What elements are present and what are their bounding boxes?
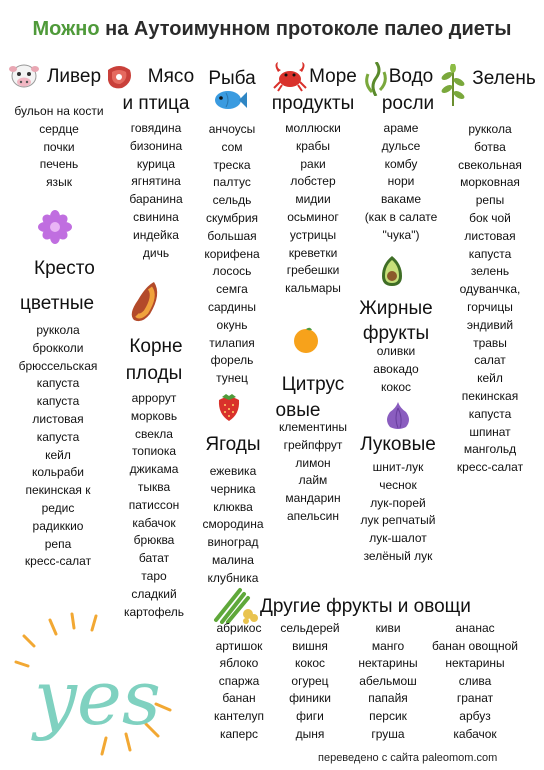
list-item: капуста bbox=[36, 394, 80, 409]
avocado-icon bbox=[378, 254, 406, 288]
list-item: патиссон bbox=[128, 497, 180, 512]
list-item: одуванчка, bbox=[459, 282, 521, 297]
list-item: репы bbox=[475, 193, 505, 208]
list-item: морковная bbox=[460, 175, 520, 190]
list-item: корифена bbox=[204, 246, 260, 261]
list-item: кольраби bbox=[32, 465, 84, 480]
page-title bbox=[0, 18, 544, 41]
list-item: крабы bbox=[295, 138, 331, 153]
list-item: груша bbox=[371, 726, 405, 741]
orange-icon bbox=[292, 326, 320, 354]
list-item: апельсин bbox=[286, 508, 340, 523]
list-item: картофель bbox=[123, 604, 185, 619]
section-seafood bbox=[268, 64, 358, 298]
list-item: яблоко bbox=[219, 656, 259, 671]
list-item: грейпфрут bbox=[283, 437, 343, 452]
list-item: палтус bbox=[213, 175, 251, 190]
list-item: лимон bbox=[295, 455, 331, 470]
list-item: раки bbox=[300, 156, 326, 171]
section-heading: продукты bbox=[271, 93, 355, 114]
section-heading: Зелень bbox=[472, 68, 536, 89]
list-item: кресс-салат bbox=[24, 554, 92, 569]
list-item: вишня bbox=[292, 638, 328, 653]
list-item: язык bbox=[46, 175, 72, 190]
item-list bbox=[268, 419, 358, 526]
list-item: индейка bbox=[133, 227, 179, 242]
list-item: банан bbox=[222, 691, 256, 706]
list-item: оливки bbox=[376, 344, 416, 358]
list-item: абрикос bbox=[216, 621, 262, 635]
item-list bbox=[104, 390, 204, 621]
item-list bbox=[350, 343, 442, 396]
section-heading: и птица bbox=[122, 93, 190, 114]
list-item: кейл bbox=[45, 447, 71, 462]
list-item: руккола bbox=[36, 323, 80, 337]
list-item: кальмары bbox=[285, 281, 341, 296]
list-item: радиккио bbox=[32, 518, 84, 533]
list-item: кабачок bbox=[132, 515, 176, 530]
list-item: скумбрия bbox=[205, 210, 259, 225]
list-item: брокколи bbox=[32, 340, 84, 355]
list-item: нори bbox=[387, 174, 415, 189]
list-item: капуста bbox=[36, 429, 80, 444]
list-item: гранат bbox=[456, 691, 494, 706]
section-alliums bbox=[350, 432, 446, 566]
list-item: топиока bbox=[131, 444, 177, 459]
section-berries bbox=[194, 432, 272, 588]
list-item: гребешки bbox=[286, 263, 340, 278]
other-col-4 bbox=[426, 620, 524, 743]
title-rest: на Аутоимунном протоколе палео диеты bbox=[99, 18, 512, 40]
list-item: курица bbox=[136, 156, 176, 171]
item-list bbox=[194, 121, 270, 388]
list-item: кабачок bbox=[453, 726, 497, 741]
list-item: персик bbox=[369, 708, 407, 723]
list-item: эндивий bbox=[466, 317, 514, 332]
section-citrus bbox=[268, 372, 358, 526]
list-item: джикама bbox=[129, 462, 179, 477]
section-heading: цветные bbox=[20, 293, 95, 314]
list-item: капуста bbox=[468, 246, 512, 261]
list-item: каперс bbox=[219, 726, 259, 741]
list-item: лосось bbox=[212, 264, 252, 279]
list-item: брюква bbox=[133, 533, 175, 548]
strawberry-icon bbox=[216, 392, 242, 422]
list-item: нектарины bbox=[358, 656, 418, 671]
section-heading: Мясо bbox=[147, 66, 195, 87]
section-liver bbox=[4, 64, 114, 192]
section-heading: Водо bbox=[388, 66, 434, 87]
list-item: креветки bbox=[288, 245, 338, 260]
list-item: брюссельская bbox=[18, 358, 98, 373]
section-heading: Луковые bbox=[360, 434, 436, 455]
list-item: бульон на кости bbox=[14, 104, 104, 118]
list-item: почки bbox=[43, 139, 75, 154]
list-item: кресс-салат bbox=[456, 460, 524, 475]
section-heading: Жирные bbox=[359, 298, 433, 319]
list-item: говядина bbox=[130, 121, 182, 135]
list-item: манго bbox=[371, 638, 405, 653]
list-item: фиги bbox=[296, 708, 324, 723]
list-item: горчицы bbox=[467, 299, 513, 314]
title-accent: Можно bbox=[32, 18, 100, 40]
section-heading-other: Другие фрукты и овощи bbox=[260, 596, 471, 617]
section-roots bbox=[104, 334, 204, 621]
list-item: ананас bbox=[455, 621, 495, 635]
list-item: слива bbox=[458, 673, 492, 688]
list-item: лобстер bbox=[290, 174, 336, 189]
list-item: клубника bbox=[207, 570, 259, 585]
list-item: комбу bbox=[384, 156, 418, 171]
list-item: сердце bbox=[39, 121, 79, 136]
list-item: (как в салате bbox=[364, 209, 438, 224]
list-item: семга bbox=[216, 282, 248, 297]
list-item: морковь bbox=[130, 408, 178, 423]
list-item: аррорут bbox=[131, 391, 177, 405]
list-item: листовая bbox=[464, 228, 516, 243]
list-item: мангольд bbox=[463, 442, 517, 457]
list-item: араме bbox=[383, 121, 419, 135]
list-item: осьминог bbox=[287, 209, 339, 224]
flower-icon bbox=[38, 210, 72, 244]
list-item: кокос bbox=[380, 379, 412, 394]
list-item: лук-порей bbox=[370, 495, 426, 510]
list-item: кокос bbox=[294, 656, 326, 671]
item-list bbox=[350, 459, 446, 566]
list-item: клементины bbox=[278, 420, 348, 434]
list-item: лук репчатый bbox=[360, 513, 436, 528]
list-item: чеснок bbox=[379, 477, 417, 492]
section-heading: фрукты bbox=[362, 323, 430, 344]
section-heading: Кресто bbox=[34, 258, 95, 279]
list-item: окунь bbox=[216, 317, 248, 332]
footer-credit: переведено с сайта paleomom.com bbox=[318, 752, 498, 764]
item-list bbox=[4, 103, 114, 192]
list-item: тунец bbox=[216, 371, 248, 386]
list-item: огурец bbox=[291, 673, 329, 688]
list-item: печень bbox=[39, 157, 79, 172]
section-heading: Корне bbox=[129, 336, 183, 357]
list-item: сельдь bbox=[212, 193, 252, 208]
list-item: большая bbox=[207, 228, 257, 243]
list-item: дульсе bbox=[381, 138, 421, 153]
list-item: бок чой bbox=[469, 210, 511, 225]
list-item: тилапия bbox=[209, 335, 255, 350]
item-list bbox=[106, 120, 206, 262]
list-item: мандарин bbox=[285, 491, 341, 506]
list-item: форель bbox=[210, 353, 254, 368]
list-item: шнит-лук bbox=[372, 460, 424, 474]
list-item: тыква bbox=[137, 479, 171, 494]
list-item: пекинская bbox=[461, 388, 519, 403]
list-item: зелёный лук bbox=[363, 548, 433, 563]
list-item: ягнятина bbox=[131, 174, 181, 189]
list-item: папайя bbox=[368, 691, 408, 706]
list-item: "чука") bbox=[382, 227, 420, 242]
list-item: спаржа bbox=[218, 673, 260, 688]
item-list bbox=[356, 120, 446, 245]
section-heading: росли bbox=[381, 93, 435, 114]
list-item: шпинат bbox=[469, 424, 511, 439]
section-greens bbox=[440, 66, 540, 477]
section-crucifers bbox=[2, 256, 114, 571]
list-item: абельмош bbox=[359, 673, 417, 688]
list-item: банан овощной bbox=[432, 638, 518, 653]
list-item: треска bbox=[213, 157, 251, 172]
list-item: малина bbox=[212, 552, 254, 567]
list-item: пекинская к bbox=[25, 483, 91, 498]
other-col-3 bbox=[348, 620, 428, 743]
other-col-1 bbox=[200, 620, 278, 743]
section-heading: Рыба bbox=[208, 68, 256, 89]
list-item: ботва bbox=[474, 139, 506, 154]
section-heading: Ливер bbox=[46, 66, 102, 87]
list-item: артишок bbox=[215, 638, 263, 653]
yes-doodle bbox=[6, 612, 192, 762]
section-meat bbox=[106, 64, 206, 262]
section-heading: Цитрус bbox=[281, 374, 345, 395]
list-item: капуста bbox=[36, 376, 80, 391]
list-item: баранина bbox=[129, 192, 183, 207]
list-item: зелень bbox=[470, 264, 510, 279]
yes-text: yes bbox=[34, 653, 161, 742]
section-heading: плоды bbox=[125, 363, 183, 384]
list-item: киви bbox=[375, 621, 401, 635]
list-item: сладкий bbox=[131, 586, 177, 601]
list-item: капуста bbox=[468, 406, 512, 421]
garlic-icon bbox=[384, 400, 412, 430]
list-item: листовая bbox=[32, 411, 84, 426]
list-item: нектарины bbox=[445, 656, 505, 671]
list-item: вакаме bbox=[380, 192, 422, 207]
list-item: устрицы bbox=[289, 227, 337, 242]
list-item: финики bbox=[289, 691, 331, 706]
item-list bbox=[194, 463, 272, 588]
list-item: черника bbox=[210, 481, 256, 496]
list-item: ежевика bbox=[209, 464, 257, 478]
list-item: анчоусы bbox=[208, 122, 256, 136]
list-item: лук-шалот bbox=[369, 531, 427, 546]
section-heading: овые bbox=[275, 400, 321, 421]
list-item: бизонина bbox=[129, 138, 183, 153]
section-heading: Море bbox=[309, 66, 357, 87]
section-heading: Ягоды bbox=[205, 434, 261, 455]
list-item: салат bbox=[474, 353, 506, 368]
list-item: дыня bbox=[295, 726, 325, 741]
list-item: свинина bbox=[133, 209, 179, 224]
section-fish bbox=[194, 66, 270, 388]
list-item: таро bbox=[141, 568, 167, 583]
list-item: руккола bbox=[468, 122, 512, 136]
list-item: смородина bbox=[202, 517, 264, 532]
list-item: моллюски bbox=[285, 121, 341, 135]
list-item: батат bbox=[138, 551, 170, 566]
section-seaweed bbox=[356, 64, 446, 245]
item-list bbox=[268, 120, 358, 298]
item-list bbox=[440, 121, 540, 477]
list-item: травы bbox=[473, 335, 507, 350]
list-item: кейл bbox=[477, 371, 503, 386]
list-item: лайм bbox=[298, 473, 328, 488]
list-item: мидии bbox=[295, 192, 331, 207]
section-fatty-fruits bbox=[350, 296, 442, 396]
list-item: дичь bbox=[142, 245, 170, 260]
list-item: свекла bbox=[135, 426, 173, 441]
list-item: клюква bbox=[213, 499, 253, 514]
vegetables-icon bbox=[210, 586, 258, 624]
list-item: авокадо bbox=[373, 361, 419, 376]
list-item: арбуз bbox=[459, 708, 491, 723]
item-list bbox=[2, 322, 114, 571]
list-item: репа bbox=[44, 536, 72, 551]
list-item: виноград bbox=[207, 535, 259, 550]
list-item: кантелуп bbox=[214, 708, 264, 723]
list-item: свекольная bbox=[458, 157, 522, 172]
list-item: сардины bbox=[207, 299, 257, 314]
list-item: сом bbox=[221, 139, 243, 154]
list-item: сельдерей bbox=[280, 621, 340, 635]
list-item: редис bbox=[41, 500, 75, 515]
sweet-potato-icon bbox=[128, 280, 162, 326]
other-col-2 bbox=[272, 620, 348, 743]
